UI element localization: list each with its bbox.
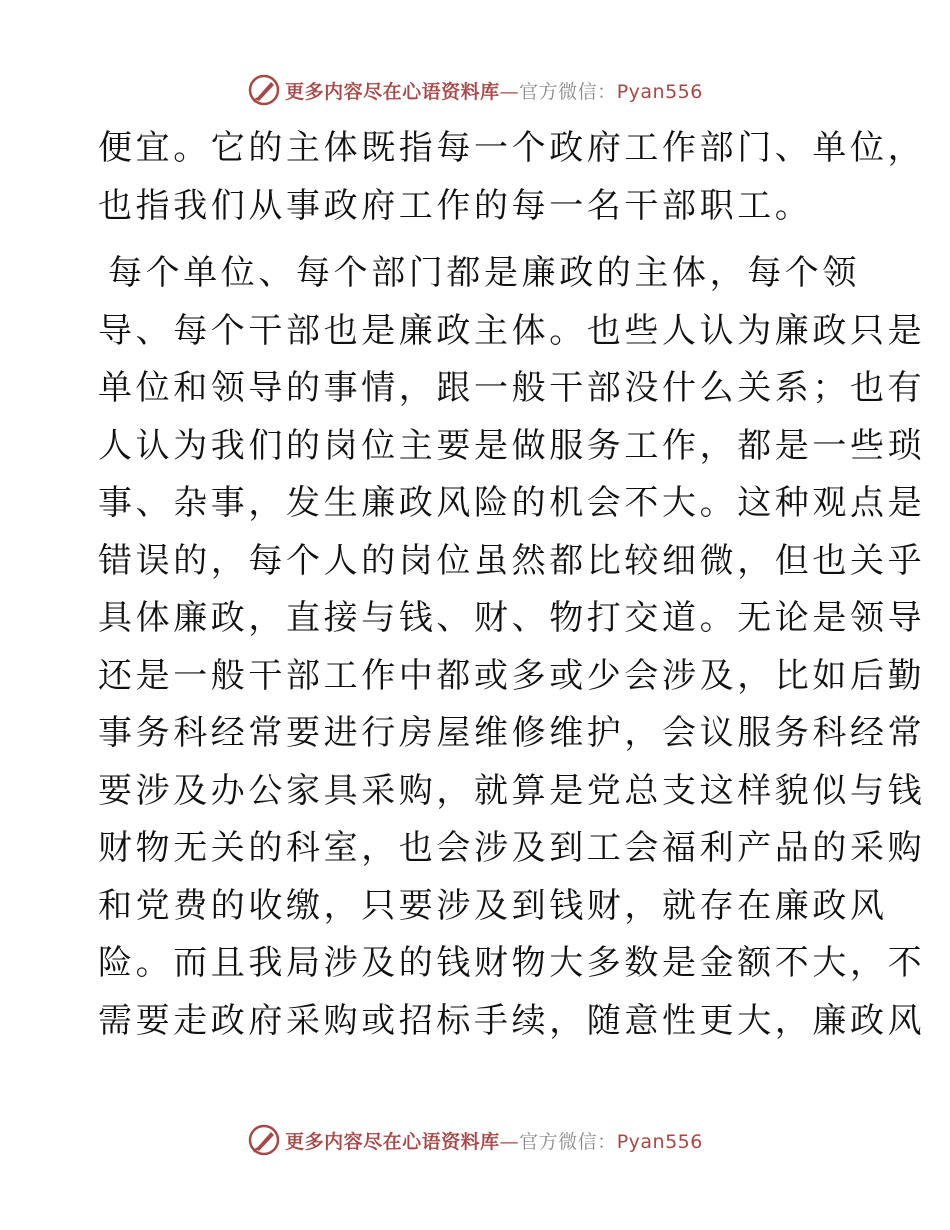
banner-official-label: 官方微信： xyxy=(519,80,617,103)
text-line: 险。而且我局涉及的钱财物大多数是金额不大，不 xyxy=(98,943,926,983)
header-banner xyxy=(0,70,950,110)
banner-text xyxy=(285,77,703,104)
footer-banner xyxy=(0,1120,950,1160)
quill-pen-icon xyxy=(247,73,281,107)
text-line: 和党费的收缴，只要涉及到钱财，就存在廉政风 xyxy=(98,885,888,926)
text-line: 也指我们从事政府工作的每一名干部职工。 xyxy=(98,185,813,226)
text-line: 每个单位、每个部门都是廉政的主体，每个领 xyxy=(108,253,860,293)
text-line: 导、每个干部也是廉政主体。也些人认为廉政只是 xyxy=(98,310,926,351)
quill-pen-icon xyxy=(247,1123,281,1157)
text-line: 人认为我们的岗位主要是做服务工作，都是一些琐 xyxy=(98,425,926,466)
text-line: 单位和领导的事情，跟一般干部没什么关系；也有 xyxy=(98,368,926,408)
document-body xyxy=(98,120,926,1050)
text-line: 还是一般干部工作中都或多或少会涉及，比如后勤 xyxy=(98,655,926,696)
text-line: 需要走政府采购或招标手续，随意性更大，廉政风 xyxy=(98,1000,926,1041)
banner-dash: — xyxy=(499,80,520,103)
banner-title: 更多内容尽在心语资料库 xyxy=(285,1130,500,1153)
text-line: 错误的，每个人的岗位虽然都比较细微，但也关乎 xyxy=(98,540,926,581)
banner-dash: — xyxy=(499,1130,520,1153)
text-line: 要涉及办公家具采购，就算是党总支这样貌似与钱 xyxy=(98,770,926,811)
banner-title: 更多内容尽在心语资料库 xyxy=(285,80,500,103)
banner-wechat-id: Pyan556 xyxy=(616,80,703,103)
text-line: 财物无关的科室，也会涉及到工会福利产品的采购 xyxy=(98,828,926,868)
banner-wechat-id: Pyan556 xyxy=(616,1130,703,1153)
banner-official-label: 官方微信： xyxy=(519,1130,617,1153)
banner-text xyxy=(285,1127,703,1154)
text-line: 具体廉政，直接与钱、财、物打交道。无论是领导 xyxy=(98,598,926,638)
text-line: 便宜。它的主体既指每一个政府工作部门、单位， xyxy=(98,128,926,168)
text-line: 事、杂事，发生廉政风险的机会不大。这种观点是 xyxy=(98,483,926,523)
text-line: 事务科经常要进行房屋维修维护，会议服务科经常 xyxy=(98,713,926,753)
